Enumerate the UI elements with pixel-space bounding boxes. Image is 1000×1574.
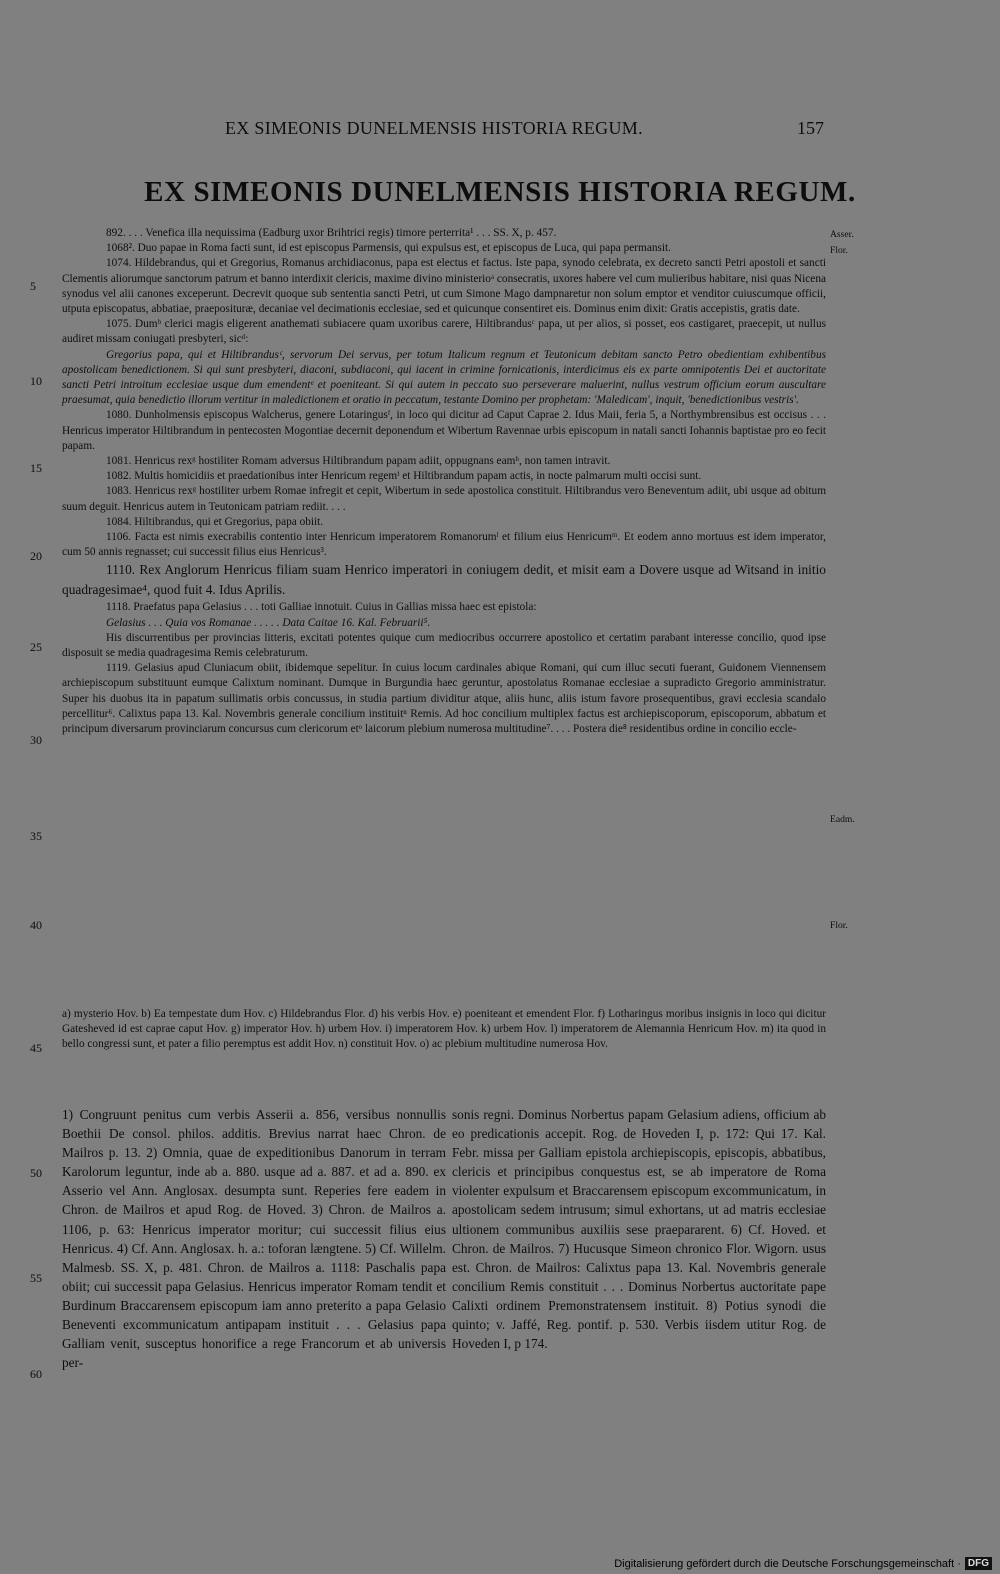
entry-1081: 1081. Henricus rexᵍ hostiliter Romam adversus Hiltibrandum papam adiit, oppugnans eamʰ, non tamen intravit. [106, 455, 611, 468]
line-number: 45 [30, 1041, 42, 1055]
entry-1074: 1074. Hildebrandus, qui et Gregorius, Romanus archidiaconus, papa est electus et factus. Iste papa, synodo celebrata, ex decreto sancti Petri apostoli et sancti Clementis aliorumque sanctorum patrum et banno interdixit clericis, maxime divino ministerioᵃ consecratis, uxores habere vel cum mulieribus habitare, nisi quas Nicena synodus vel alii canones exceperunt. Decrevit quoque sub sententia sancti Petri, ut cum Simone Mago dampnaretur non solum emptor et venditor cuiuscumque officii, utputa episcopatus, abbatiae, praeposituræ, decaniae vel decimationis ecclesiae, sed et quicunque consentiret eis. Dominus enim dixit: Gratis accepistis, gratis date. [62, 257, 826, 316]
line-number: 15 [30, 461, 42, 475]
line-number: 30 [30, 733, 42, 747]
entry-1075: 1075. Dumᵇ clerici magis eligerent anathemati subiacere quam uxoribus carere, Hiltibrandusᶜ papa, ut per alios, si posset, eos castigaret, praecepit, ut nullus audiret missam coniugati presbyteri, sicᵈ: [62, 318, 826, 346]
sidenote: Eadm. [830, 814, 855, 825]
apparatus-text: a) mysterio Hov. b) Ea tempestate dum Hov. c) Hildebrandus Flor. d) his verbis Hov. e) poeniteant et emendent Flor. f) Lotharingus moribus insignis in loco qui dicitur Gatesheved id est caprae caput Hov. g) imperator Hov. h) urbem Hov. i) imperatorem Hov. k) urbem Hov. l) imperatorem de Alemannia Henricum Hov. m) ita quod in bello congressi sunt, et pater a filio peremptus est addit Hov. n) constituit Hov. o) ac plebium multitudine numerosa Hov. [62, 1008, 826, 1050]
line-number: 10 [30, 374, 42, 388]
entry-1118-continued: His discurrentibus per provincias litteris, excitati potentes quique cum mediocribus occurrere apostolico et certatim parabant interesse concilio, quod ipse disposuit se media quadragesima Remis celebraturum. [62, 631, 826, 660]
sidenote: Asser. [830, 229, 854, 240]
dfg-logo: DFG [965, 1557, 992, 1570]
footer [614, 1557, 992, 1570]
sidenote: Flor. [830, 245, 848, 256]
entry-1083: 1083. Henricus rexᵍ hostiliter urbem Romae infregit et cepit, Wibertum in sede apostolica constituit. Hiltibrandus vero Beneventum adiit, ubi usque ad obitum suum deguit. Henricus autem in Teutonicam patriam rediit. . . . [62, 485, 826, 513]
entry-1068: 1068². Duo papae in Roma facti sunt, id est episcopus Parmensis, qui expulsus est, et episcopus de Luca, qui papa permansit. [106, 242, 671, 255]
entry-1084: 1084. Hiltibrandus, qui et Gregorius, papa obiit. [106, 515, 324, 528]
footer-text: Digitalisierung gefördert durch die Deutsche Forschungsgemeinschaft · [614, 1557, 961, 1570]
footnotes-left-column [62, 1105, 446, 1372]
line-number: 20 [30, 549, 42, 563]
critical-apparatus [62, 1007, 826, 1052]
sidenote: Flor. [830, 920, 848, 931]
line-number: 55 [30, 1271, 42, 1285]
line-number: 50 [30, 1166, 42, 1180]
main-text [62, 226, 826, 737]
entry-1106: 1106. Facta est nimis execrabilis contentio inter Henricum imperatorem Romanorumˡ et filium eius Henricumᵐ. Et eodem anno mortuus est idem imperator, cum 50 annis regnasset; cui successit filius eius Henricus³. [62, 531, 826, 559]
entry-1119: 1119. Gelasius apud Cluniacum obiit, ibidemque sepelitur. In cuius locum cardinales abique Romani, qui cum illuc secuti fuerant, Guidonem Viennensem archiepiscopum substituunt eumque Calixtum nominant. Dumque in Burgundia haec geruntur, apostolatus Romanae ecclesiae a supradicto Gregorio amministratur. Super his duobus ita in papatum sullimatis orbis concussus, in studia partium dividitur atque, aliis hunc, aliis istum favore prosequentibus, gravi ecclesia scandalo percellitur⁶. Calixtus papa 13. Kal. Novembris generale concilium instituitⁿ Remis. Ad hoc concilium multiplex factus est archiepiscoporum, episcoporum, abbatum et principum diversarum provinciarum concursus cum clericorum etᵒ laicorum plebium numerosa multitudine⁷. . . . Postera die⁸ residentibus ordine in concilio eccle- [62, 662, 826, 736]
footnotes-left-text: 1) Congruunt penitus cum verbis Asserii a. 856, versibus nonnullis Boethii De consol. philos. additis. Brevius narrat haec Chron. de Mailros p. 13. 2) Omnia, quae de expeditionibus Danorum in terram Karolorum leguntur, inde ab a. 880. usque ad a. 887. et ad a. 890. ex Asserio vel Ann. Anglosax. desumpta sunt. Reperies fere eadem in Chron. de Mailros et apud Rog. de Hoved. 3) Chron. de Mailros a. 1106, p. 63: Henricus imperator moritur; cui successit filius eius Henricus. 4) Cf. Ann. Anglosax. h. a.: toforan længtene. 5) Cf. Willelm. Malmesb. SS. X, p. 481. Chron. de Mailros a. 1118: Paschalis papa obiit; cui successit papa Gelasius. Henricus imperator Romam tendit et Burdinum Braccarensem episcopum iam anno preterito a papa Gelasio Beneventi excommunicatum antipapam instituit . . . Gelasius papa Galliam venit, susceptus honorifice a rege Francorum et ab universis per- [62, 1107, 446, 1371]
line-number: 25 [30, 640, 42, 654]
page-title: EX SIMEONIS DUNELMENSIS HISTORIA REGUM. [144, 176, 856, 208]
page-number: 157 [797, 118, 824, 138]
entry-1110: 1110. Rex Anglorum Henricus filiam suam Henrico imperatori in coniugem dedit, et misit eam a Dovere usque ad Witsand in initio quadragesimae⁴, quod fuit 4. Idus Aprilis. [62, 562, 826, 598]
running-header [0, 118, 1000, 144]
entry-892: 892. . . . Venefica illa nequissima (Eadburg uxor Brihtrici regis) timore perterrita¹ . . . SS. X, p. 457. [106, 227, 557, 239]
entry-1082: 1082. Multis homicidiis et praedationibus inter Henricum regemⁱ et Hiltibrandum papam actis, in nocte palmarum multi occisi sunt. [106, 470, 702, 483]
footnotes-right-column [452, 1105, 826, 1353]
line-number: 5 [30, 279, 36, 293]
line-number: 40 [30, 918, 42, 932]
footnotes-right-text: sonis regni. Dominus Norbertus papam Gelasium adiens, officium ab eo predicationis accepit. Rog. de Hoveden I, p. 172: Qui 17. Kal. Febr. missa per Galliam epistola archiepiscopis, episcopis, abbatibus, clericis et principibus conquestus est, se ab imperatore de Roma violenter expulsum et Braccarensem episcopum excommunicatum, in apostolicam sedem intrusum; simul exhortans, ut ad matris ecclesiae ultionem communibus auxiliis sese praepararent. 6) Cf. Hoved. et Chron. de Mailros. 7) Hucusque Simeon chronico Flor. Wigorn. usus est. Chron. de Mailros: Calixtus papa 13. Kal. Novembris generale concilium Remis constituit . . . Dominus Norbertus auctoritate pape Calixti ordinem Premonstratensem instituit. 8) Potius synodi die quinto; v. Jaffé, Reg. pontif. p. 530. Verbis iisdem utitur Rog. de Hoveden I, p 174. [452, 1107, 826, 1352]
running-title: EX SIMEONIS DUNELMENSIS HISTORIA REGUM. [225, 118, 643, 138]
entry-1118-letter: Gelasius . . . Quia vos Romanae . . . . . Data Caitae 16. Kal. Februarii⁵. [106, 616, 431, 629]
entry-1075-letter: Gregorius papa, qui et Hiltibrandusᶜ, servorum Dei servus, per totum Italicum regnum et Teutonicum debitam sancto Petro obedientiam exhibentibus apostolicam benedictionem. Si qui sunt presbyteri, diaconi, subdiaconi, qui iacent in crimine fornicationis, interdicimus eis ex parte omnipotentis Dei et auctoritate sancti Petri introitum ecclesiae usque dum emendentᵉ et poeniteant. Si qui autem in peccato suo perseverare maluerint, nullus vestrum officium eorum auscultare praesumat, quia benedictio illorum vertitur in maledictionem et oratio in peccatum, testante Domino per prophetam: 'Maledicam', inquit, 'benedictionibus vestris'. [62, 348, 826, 407]
line-number: 60 [30, 1367, 42, 1381]
entry-1118: 1118. Praefatus papa Gelasius . . . toti Galliae innotuit. Cuius in Gallias missa haec est epistola: [106, 601, 537, 614]
entry-1080: 1080. Dunholmensis episcopus Walcherus, genere Lotaringusᶠ, in loco qui dicitur ad Caput Caprae 2. Idus Maii, feria 5, a Northymbrensibus est occisus . . . Henricus imperator Hiltibrandum in pentecosten Mogontiae decernit deponendum et Wibertum Ravennae urbis episcopum in natali sancti Iohannis baptistae pro eo fecit papam. [62, 409, 826, 452]
line-number: 35 [30, 829, 42, 843]
